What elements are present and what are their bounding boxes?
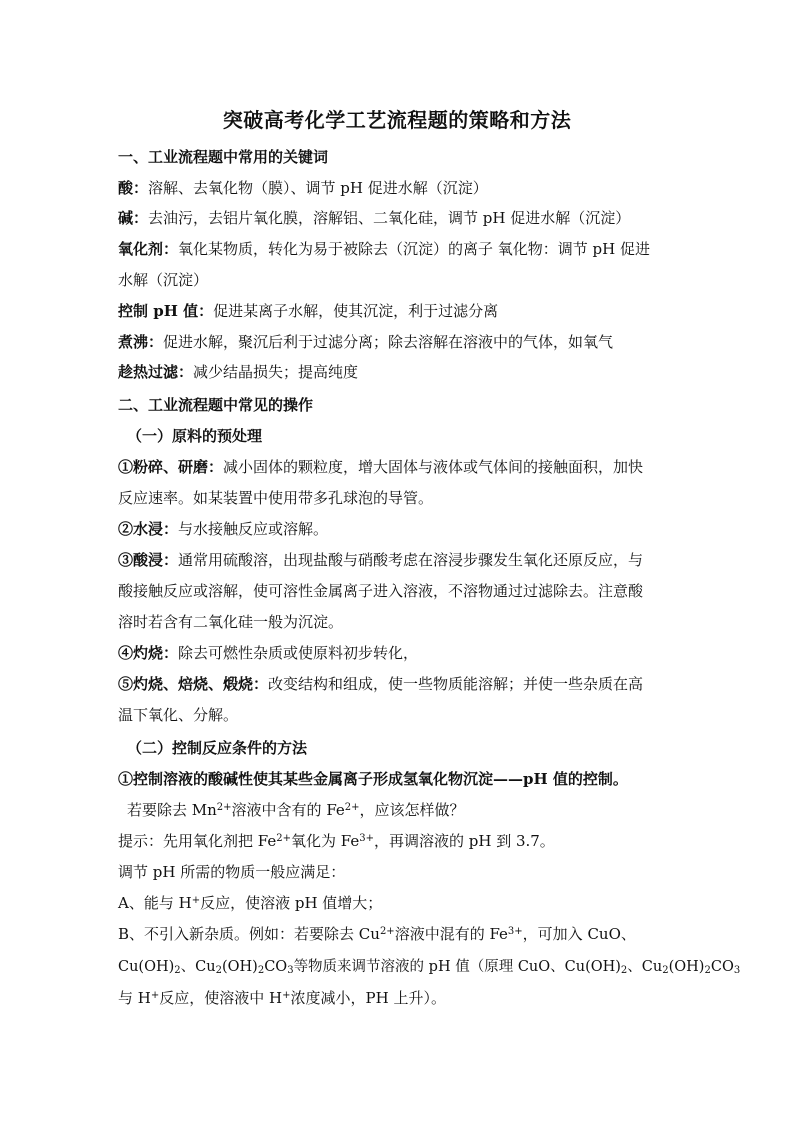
requirement-a: [118, 892, 688, 913]
term-label: ②水浸：: [118, 520, 179, 538]
text: (OH): [668, 959, 705, 975]
term-text: 促进某离子水解，使其沉淀，利于过滤分离: [213, 302, 499, 320]
text: CO: [710, 959, 734, 975]
superscript: 2+: [276, 833, 291, 844]
text: 提示：先用氧化剂把 Fe: [118, 832, 277, 850]
term-text: 通常用硫酸溶，出现盐酸与硝酸考虑在溶浸步骤发生氧化还原反应，与: [178, 551, 644, 569]
term-text: 氧化某物质，转化为易于被除去（沉淀）的离子 氧化物：调节 pH 促进: [178, 240, 651, 258]
term-text: 去油污，去铝片氧化膜，溶解铝、二氧化硅，调节 pH 促进水解（沉淀）: [148, 209, 631, 227]
question-line: [127, 799, 697, 820]
subscript: 3: [287, 965, 294, 976]
term-label: ③酸浸：: [118, 551, 179, 569]
requirement-b-cont1: [118, 955, 741, 976]
keyword-ph: [118, 300, 688, 321]
term-label: ⑤灼烧、焙烧、煅烧：: [118, 675, 269, 693]
item-crushing-cont: 反应速率。如某装置中使用带多孔球泡的导管。: [118, 489, 434, 507]
subscript: 2: [704, 965, 711, 976]
keyword-boil: [118, 331, 688, 352]
section-heading-keywords: 一、工业流程题中常用的关键词: [118, 148, 329, 166]
superscript: 2+: [344, 802, 360, 813]
item-burning: [118, 642, 688, 663]
text: 等物质来调节溶液的 pH 值（原理 CuO、Cu(OH): [293, 959, 621, 975]
text: 反应，使溶液 pH 值增大；: [200, 894, 383, 912]
item-calcination: [118, 673, 688, 694]
superscript: 2+: [216, 802, 232, 813]
keyword-oxidant-cont: 水解（沉淀）: [118, 271, 209, 289]
requirement-b: [118, 923, 688, 944]
term-label: ①粉碎、研磨：: [118, 458, 224, 476]
text: ，应该怎样做？: [359, 801, 465, 819]
subscript: 2: [174, 965, 181, 976]
text: (OH): [221, 959, 258, 975]
text: 氧化为 Fe: [290, 832, 360, 850]
item-calcination-cont: 温下氧化、分解。: [118, 706, 239, 724]
keyword-oxidant: [118, 238, 688, 259]
text: Cu(OH): [118, 959, 175, 975]
item-crushing: [118, 456, 688, 477]
superscript: +: [191, 895, 201, 906]
term-text: 促进水解，聚沉后利于过滤分离；除去溶解在溶液中的气体，如氧气: [163, 333, 614, 351]
term-text: 除去可燃性杂质或使原料初步转化，: [178, 644, 419, 662]
section-heading-operations: 二、工业流程题中常见的操作: [118, 396, 314, 414]
term-label: 碱：: [118, 209, 149, 227]
term-text: 减少结晶损失；提高纯度: [193, 363, 359, 381]
superscript: 3+: [359, 833, 374, 844]
term-text: 溶解、去氧化物（膜）、调节 pH 促进水解（沉淀）: [148, 179, 488, 197]
text: 若要除去 Mn: [127, 801, 217, 819]
subscript: 2: [662, 965, 669, 976]
subheading-conditions: （二）控制反应条件的方法: [127, 739, 308, 757]
item-ph-control: ①控制溶液的酸碱性使其某些金属离子形成氢氧化物沉淀——pH 值的控制。: [118, 770, 628, 788]
text: A、能与 H: [118, 894, 192, 912]
superscript: +: [150, 990, 160, 1001]
text: 与 H: [118, 989, 151, 1007]
page-title: 突破高考化学工艺流程题的策略和方法: [222, 108, 572, 132]
requirement-b-cont2: [118, 987, 688, 1008]
text: ，可加入 CuO、: [522, 925, 636, 943]
term-text: 改变结构和组成，使一些物质能溶解；并使一些杂质在高: [268, 675, 644, 693]
text: 、Cu: [180, 959, 216, 975]
text: 、Cu: [627, 959, 663, 975]
item-acid-leach-cont1: 酸接触反应或溶解，使可溶性金属离子进入溶液，不溶物通过过滤除去。注意酸: [118, 582, 644, 600]
term-label: 酸：: [118, 179, 149, 197]
hint-line: [118, 830, 688, 851]
keyword-alkali: [118, 207, 688, 228]
term-label: ④灼烧：: [118, 644, 179, 662]
subscript: 2: [257, 965, 265, 976]
subheading-pretreatment: （一）原料的预处理: [127, 427, 263, 445]
item-water-leach: [118, 518, 688, 539]
text: 溶液中含有的 Fe: [231, 801, 345, 819]
term-label: 氧化剂：: [118, 240, 179, 258]
term-text: 减小固体的颗粒度，增大固体与液体或气体间的接触面积，加快: [223, 458, 644, 476]
text: 反应，使溶液中 H: [159, 989, 283, 1007]
term-text: 与水接触反应或溶解。: [178, 520, 329, 538]
subscript: 3: [733, 965, 741, 976]
term-label: 控制 pH 值：: [118, 302, 214, 320]
text: CO: [264, 959, 288, 975]
superscript: 2+: [379, 926, 395, 937]
superscript: +: [282, 990, 291, 1001]
subscript: 2: [620, 965, 628, 976]
text: B、不引入新杂质。例如：若要除去 Cu: [118, 925, 380, 943]
keyword-acid: [118, 177, 688, 198]
text: ，再调溶液的 pH 到 3.7。: [373, 832, 555, 850]
term-label: 趁热过滤：: [118, 363, 194, 381]
text: 溶液中混有的 Fe: [394, 925, 508, 943]
requirement-intro: 调节 pH 所需的物质一般应满足：: [118, 863, 346, 881]
keyword-hot-filter: [118, 361, 688, 382]
item-acid-leach: [118, 549, 688, 570]
item-acid-leach-cont2: 溶时若含有二氧化硅一般为沉淀。: [118, 613, 344, 631]
subscript: 2: [215, 965, 222, 976]
superscript: 3+: [507, 926, 523, 937]
text: 浓度减小，PH 上升）。: [290, 989, 446, 1007]
term-label: 煮沸：: [118, 333, 164, 351]
